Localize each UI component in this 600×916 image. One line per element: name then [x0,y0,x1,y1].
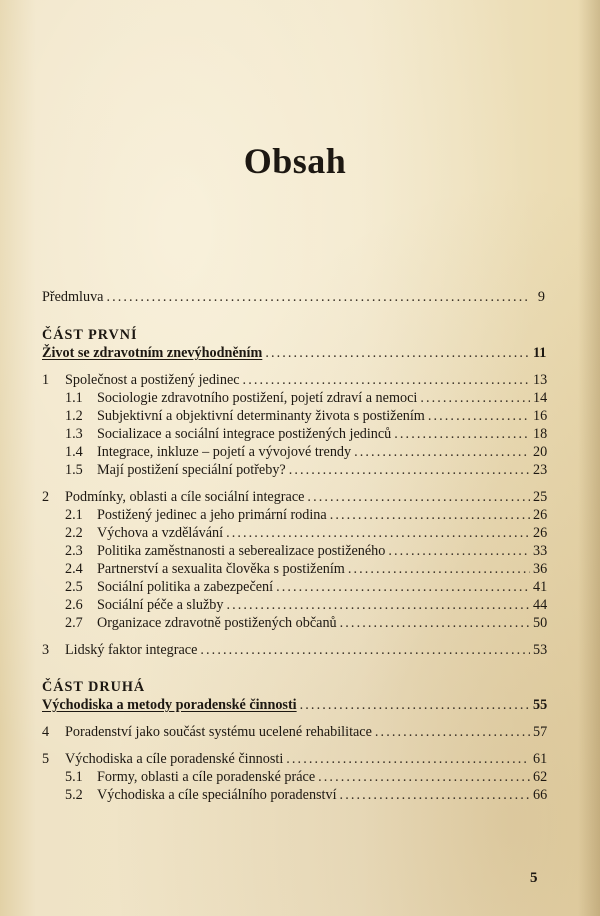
toc-entry-preface [42,288,545,306]
section-number: 2.5 [65,579,83,595]
chapter-number: 4 [42,724,50,740]
part-heading: ČÁST DRUHÁ [42,679,146,695]
chapter-label: Podmínky, oblasti a cíle sociální integrace [65,489,305,505]
section-label: Sociální politika a zabezpečení [97,579,274,595]
dot-leader [420,389,530,407]
section-entry [42,768,548,786]
toc-entry-page: 66 [533,787,548,803]
section-entry [42,389,548,407]
section-label: Sociologie zdravotního postižení, pojetí zdraví a nemoci [97,390,418,406]
dot-leader [226,524,530,542]
section-number: 2.6 [65,597,83,613]
part-title: Život se zdravotním znevýhodněním [42,345,263,361]
page-title: Obsah [243,141,347,181]
section-label: Integrace, inkluze – pojetí a vývojové trendy [97,444,352,460]
chapter-entry [42,488,548,506]
toc-entry-page: 16 [533,408,548,424]
page-number: 5 [530,870,538,886]
section-label: Politika zaměstnanosti a seberealizace postiženého [97,543,386,559]
dot-leader [300,696,530,714]
section-entry [42,596,548,614]
toc-entry-page: 9 [537,289,545,305]
toc-entry-page: 41 [533,579,548,595]
section-label: Partnerství a sexualita člověka s postižením [97,561,345,577]
toc-entry-page: 55 [533,697,548,713]
section-entry [42,614,548,632]
dot-leader [265,344,530,362]
section-label: Postižený jedinec a jeho primární rodina [97,507,327,523]
toc-entry-page: 25 [533,489,548,505]
part-title-entry [42,344,545,362]
toc-entry-page: 62 [533,769,548,785]
toc-entry-page: 20 [533,444,548,460]
dot-leader [375,723,530,741]
section-entry [42,443,548,461]
section-number: 2.7 [65,615,83,631]
part-title: Východiska a metody poradenské činnosti [42,697,297,713]
section-entry [42,524,548,542]
section-entry [42,506,548,524]
section-number: 1.2 [65,408,83,424]
dot-leader [106,288,530,306]
chapter-number: 5 [42,751,50,767]
chapter-entry [42,641,548,659]
section-number: 1.1 [65,390,83,406]
dot-leader [354,443,530,461]
section-number: 2.2 [65,525,83,541]
toc-entry-page: 26 [533,507,548,523]
toc-entry-page: 36 [533,561,548,577]
dot-leader [307,488,530,506]
section-number: 1.5 [65,462,83,478]
chapter-entry [42,371,548,389]
dot-leader [289,461,530,479]
toc-entry-page: 33 [533,543,548,559]
chapter-number: 2 [42,489,50,505]
section-label: Mají postižení speciální potřeby? [97,462,286,478]
toc-entry-page: 18 [533,426,548,442]
section-number: 2.4 [65,561,83,577]
dot-leader [200,641,530,659]
section-entry [42,461,548,479]
section-number: 2.1 [65,507,83,523]
dot-leader [394,425,530,443]
toc-entry-page: 50 [533,615,548,631]
dot-leader [318,768,530,786]
section-number: 5.1 [65,769,83,785]
section-entry [42,425,548,443]
section-entry [42,542,548,560]
chapter-number: 1 [42,372,50,388]
part-title-entry [42,696,548,714]
dot-leader [226,596,530,614]
part-heading: ČÁST PRVNÍ [42,327,138,343]
dot-leader [428,407,530,425]
section-label: Výchova a vzdělávání [97,525,224,541]
toc-entry-page: 23 [533,462,548,478]
section-entry [42,578,548,596]
toc-entry-page: 26 [533,525,548,541]
section-label: Socializace a sociální integrace postižených jedinců [97,426,392,442]
chapter-label: Společnost a postižený jedinec [65,372,240,388]
dot-leader [243,371,530,389]
section-number: 1.4 [65,444,83,460]
dot-leader [340,786,530,804]
chapter-label: Lidský faktor integrace [65,642,198,658]
dot-leader [340,614,530,632]
table-of-contents [42,288,548,804]
chapter-entry [42,723,548,741]
section-number: 2.3 [65,543,83,559]
toc-entry-page: 11 [533,345,547,361]
chapter-entry [42,750,548,768]
toc-entry-page: 14 [533,390,548,406]
section-number: 1.3 [65,426,83,442]
dot-leader [330,506,530,524]
section-label: Subjektivní a objektivní determinanty života s postižením [97,408,425,424]
toc-entry-page: 57 [533,724,548,740]
chapter-label: Poradenství jako součást systému ucelené rehabilitace [65,724,372,740]
dot-leader [388,542,530,560]
section-label: Východiska a cíle speciálního poradenství [97,787,337,803]
toc-entry-page: 13 [533,372,548,388]
section-label: Sociální péče a služby [97,597,224,613]
toc-entry-page: 61 [533,751,548,767]
toc-entry-page: 44 [533,597,548,613]
section-number: 5.2 [65,787,83,803]
section-entry [42,786,548,804]
section-entry [42,407,548,425]
chapter-label: Východiska a cíle poradenské činnosti [65,751,284,767]
dot-leader [286,750,530,768]
chapter-number: 3 [42,642,50,658]
section-label: Formy, oblasti a cíle poradenské práce [97,769,316,785]
toc-entry-label: Předmluva [42,289,104,305]
toc-entry-page: 53 [533,642,548,658]
page-edge-shadow [578,0,600,916]
dot-leader [276,578,530,596]
section-label: Organizace zdravotně postižených občanů [97,615,337,631]
section-entry [42,560,548,578]
dot-leader [348,560,530,578]
